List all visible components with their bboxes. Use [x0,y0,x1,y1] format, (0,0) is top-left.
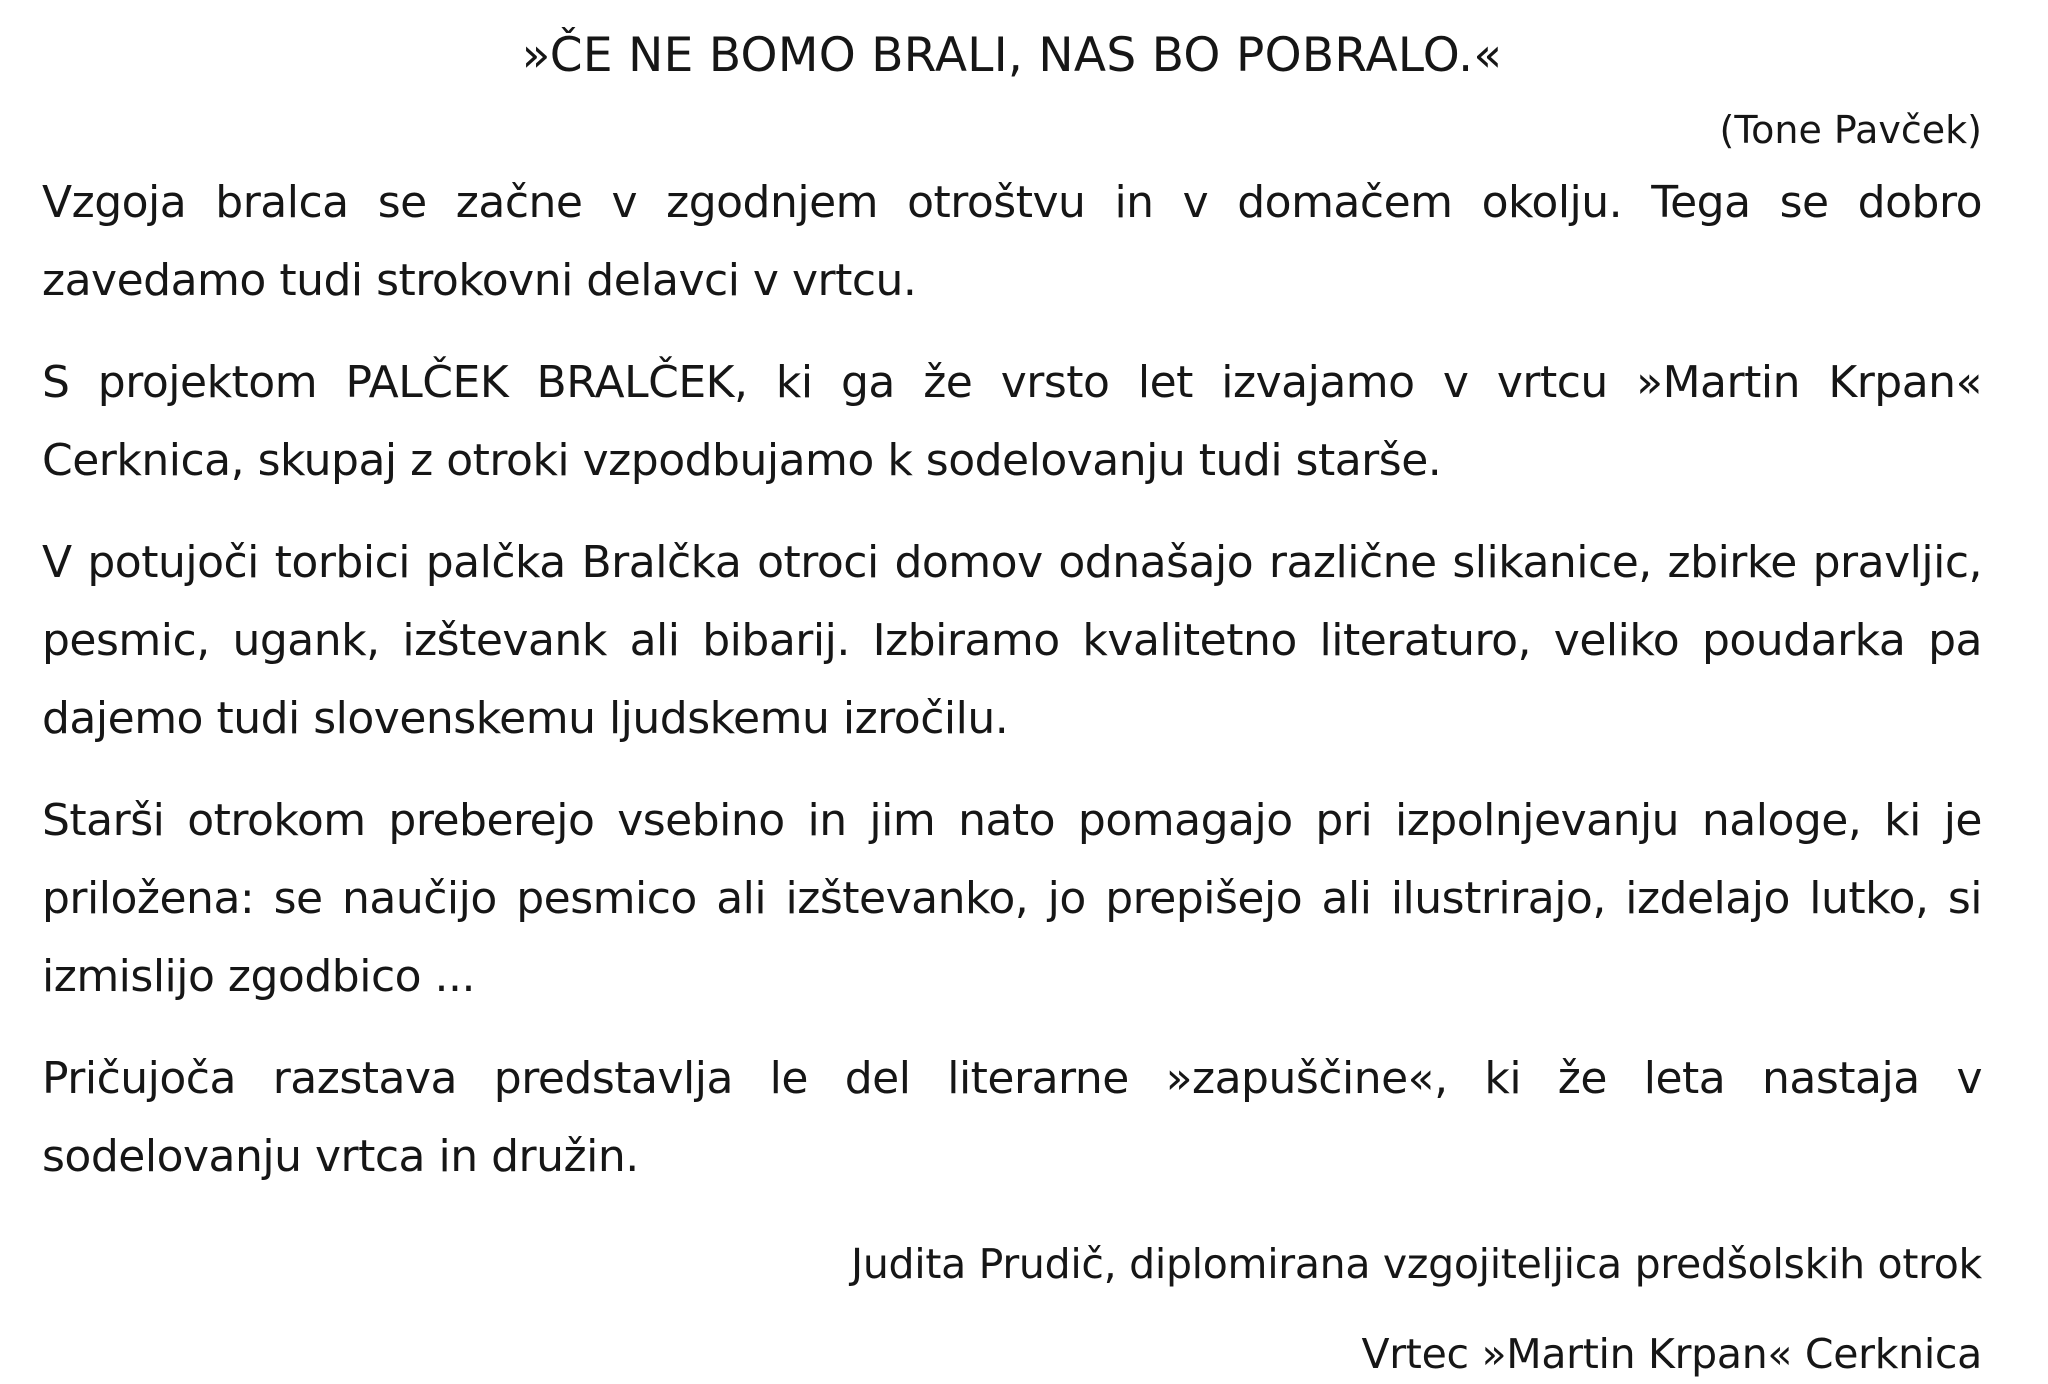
paragraph-5: Pričujoča razstava predstavlja le del literarne »zapuščine«, ki že leta nastaja v sodelovanju vrtca in družin. [42,1053,1982,1182]
paragraph-4: Starši otrokom preberejo vsebino in jim nato pomagajo pri izpolnjevanju naloge, ki je priložena: se naučijo pesmico ali izštevanko, jo prepišejo ali ilustrirajo, izdelajo lutko, si izmislijo zgodbico ... [42,795,1982,1002]
paragraph-2: S projektom PALČEK BRALČEK, ki ga že vrsto let izvajamo v vrtcu »Martin Krpan« Cerknica, skupaj z otroki vzpodbujamo k sodelovanju tudi starše. [42,357,1982,486]
paragraph-3: V potujoči torbici palčka Bralčka otroci domov odnašajo različne slikanice, zbirke pravljic, pesmic, ugank, izštevank ali bibarij. Izbiramo kvalitetno literaturo, veliko poudarka pa dajemo tudi slovenskemu ljudskemu izročilu. [42,537,1982,744]
quote-attribution: (Tone Pavček) [1719,108,1982,152]
document-page [42,20,1982,1384]
signature-author: Judita Prudič, diplomirana vzgojiteljica predšolskih otrok [851,1240,1982,1288]
document-title: »ČE NE BOMO BRALI, NAS BO POBRALO.« [521,28,1503,83]
signature-institution: Vrtec »Martin Krpan« Cerknica [1361,1330,1982,1378]
paragraph-1: Vzgoja bralca se začne v zgodnjem otroštvu in v domačem okolju. Tega se dobro zavedamo tudi strokovni delavci v vrtcu. [42,177,1982,306]
